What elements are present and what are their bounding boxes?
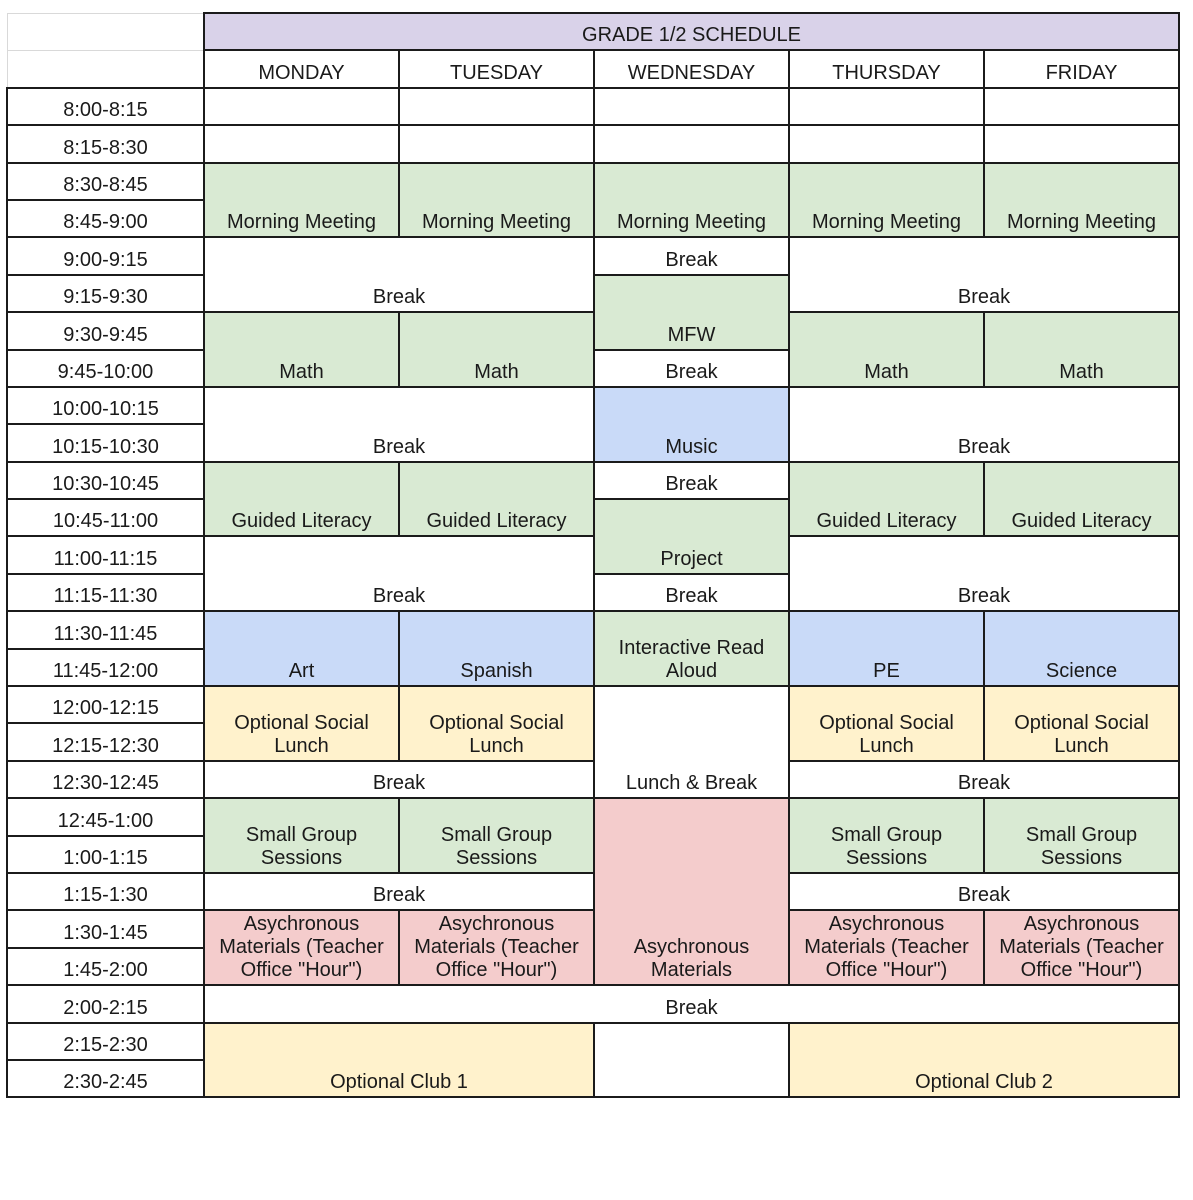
tuesday-guided-literacy: Guided Literacy	[399, 462, 594, 537]
schedule-sheet	[6, 12, 1180, 1098]
time-label: 9:45-10:00	[7, 350, 204, 387]
empty-slot	[399, 88, 594, 125]
thursday-guided-literacy: Guided Literacy	[789, 462, 984, 537]
friday-asynchronous-office-hour: Asychronous Materials (Teacher Office "Hour")	[984, 910, 1179, 985]
empty-slot	[399, 125, 594, 162]
time-label: 12:15-12:30	[7, 723, 204, 760]
time-label: 10:15-10:30	[7, 424, 204, 461]
wednesday-project: Project	[594, 499, 789, 574]
time-label: 9:15-9:30	[7, 275, 204, 312]
wednesday-lunch-and-break: Lunch & Break	[594, 686, 789, 798]
empty-slot	[594, 125, 789, 162]
mon-tue-break-5: Break	[204, 873, 594, 910]
mon-tue-break-2: Break	[204, 387, 594, 462]
monday-guided-literacy: Guided Literacy	[204, 462, 399, 537]
time-label: 1:45-2:00	[7, 948, 204, 985]
time-label: 11:30-11:45	[7, 611, 204, 648]
thursday-morning-meeting: Morning Meeting	[789, 163, 984, 238]
empty-slot	[204, 125, 399, 162]
mon-tue-break-4: Break	[204, 761, 594, 798]
wednesday-mfw: MFW	[594, 275, 789, 350]
wednesday-break-1: Break	[594, 237, 789, 274]
optional-club-1: Optional Club 1	[204, 1023, 594, 1098]
thursday-asynchronous-office-hour: Asychronous Materials (Teacher Office "Hour")	[789, 910, 984, 985]
time-label: 9:30-9:45	[7, 312, 204, 349]
wednesday-music: Music	[594, 387, 789, 462]
day-header-friday: FRIDAY	[984, 50, 1179, 87]
time-label: 11:00-11:15	[7, 536, 204, 573]
thu-fri-break-4: Break	[789, 761, 1179, 798]
empty-slot	[204, 88, 399, 125]
thu-fri-break-5: Break	[789, 873, 1179, 910]
wednesday-break-2: Break	[594, 350, 789, 387]
all-days-break: Break	[204, 985, 1179, 1022]
time-label: 2:15-2:30	[7, 1023, 204, 1060]
schedule-title: GRADE 1/2 SCHEDULE	[204, 13, 1179, 50]
day-header-wednesday: WEDNESDAY	[594, 50, 789, 87]
wednesday-morning-meeting: Morning Meeting	[594, 163, 789, 238]
thu-fri-break-3: Break	[789, 536, 1179, 611]
time-label: 2:00-2:15	[7, 985, 204, 1022]
time-label: 10:00-10:15	[7, 387, 204, 424]
tuesday-small-group-sessions: Small Group Sessions	[399, 798, 594, 873]
wednesday-asynchronous-materials: Asychronous Materials	[594, 798, 789, 985]
empty-slot	[594, 88, 789, 125]
thu-fri-break-1: Break	[789, 237, 1179, 312]
friday-optional-social-lunch: Optional Social Lunch	[984, 686, 1179, 761]
thursday-math: Math	[789, 312, 984, 387]
time-label: 8:15-8:30	[7, 125, 204, 162]
wednesday-empty-slot	[594, 1023, 789, 1098]
tuesday-math: Math	[399, 312, 594, 387]
time-label: 12:00-12:15	[7, 686, 204, 723]
friday-science: Science	[984, 611, 1179, 686]
thursday-optional-social-lunch: Optional Social Lunch	[789, 686, 984, 761]
time-label: 1:00-1:15	[7, 836, 204, 873]
time-label: 8:45-9:00	[7, 200, 204, 237]
optional-club-2: Optional Club 2	[789, 1023, 1179, 1098]
schedule-table	[6, 12, 1180, 1098]
time-label: 1:15-1:30	[7, 873, 204, 910]
empty-slot	[789, 88, 984, 125]
mon-tue-break-3: Break	[204, 536, 594, 611]
monday-asynchronous-office-hour: Asychronous Materials (Teacher Office "Hour")	[204, 910, 399, 985]
corner-cell	[7, 50, 204, 87]
time-label: 10:45-11:00	[7, 499, 204, 536]
time-label: 8:30-8:45	[7, 163, 204, 200]
friday-morning-meeting: Morning Meeting	[984, 163, 1179, 238]
day-header-tuesday: TUESDAY	[399, 50, 594, 87]
time-label: 1:30-1:45	[7, 910, 204, 947]
friday-small-group-sessions: Small Group Sessions	[984, 798, 1179, 873]
corner-cell	[7, 13, 204, 50]
day-header-thursday: THURSDAY	[789, 50, 984, 87]
time-label: 8:00-8:15	[7, 88, 204, 125]
time-label: 9:00-9:15	[7, 237, 204, 274]
thu-fri-break-2: Break	[789, 387, 1179, 462]
monday-math: Math	[204, 312, 399, 387]
time-label: 10:30-10:45	[7, 462, 204, 499]
friday-math: Math	[984, 312, 1179, 387]
time-label: 11:15-11:30	[7, 574, 204, 611]
mon-tue-break-1: Break	[204, 237, 594, 312]
empty-slot	[789, 125, 984, 162]
time-label: 12:30-12:45	[7, 761, 204, 798]
tuesday-morning-meeting: Morning Meeting	[399, 163, 594, 238]
time-label: 11:45-12:00	[7, 649, 204, 686]
monday-small-group-sessions: Small Group Sessions	[204, 798, 399, 873]
monday-optional-social-lunch: Optional Social Lunch	[204, 686, 399, 761]
time-label: 12:45-1:00	[7, 798, 204, 835]
friday-guided-literacy: Guided Literacy	[984, 462, 1179, 537]
wednesday-interactive-read-aloud: Interactive Read Aloud	[594, 611, 789, 686]
monday-art: Art	[204, 611, 399, 686]
empty-slot	[984, 88, 1179, 125]
thursday-pe: PE	[789, 611, 984, 686]
monday-morning-meeting: Morning Meeting	[204, 163, 399, 238]
empty-slot	[984, 125, 1179, 162]
tuesday-optional-social-lunch: Optional Social Lunch	[399, 686, 594, 761]
wednesday-break-3: Break	[594, 462, 789, 499]
day-header-monday: MONDAY	[204, 50, 399, 87]
thursday-small-group-sessions: Small Group Sessions	[789, 798, 984, 873]
tuesday-asynchronous-office-hour: Asychronous Materials (Teacher Office "Hour")	[399, 910, 594, 985]
tuesday-spanish: Spanish	[399, 611, 594, 686]
time-label: 2:30-2:45	[7, 1060, 204, 1097]
wednesday-break-4: Break	[594, 574, 789, 611]
